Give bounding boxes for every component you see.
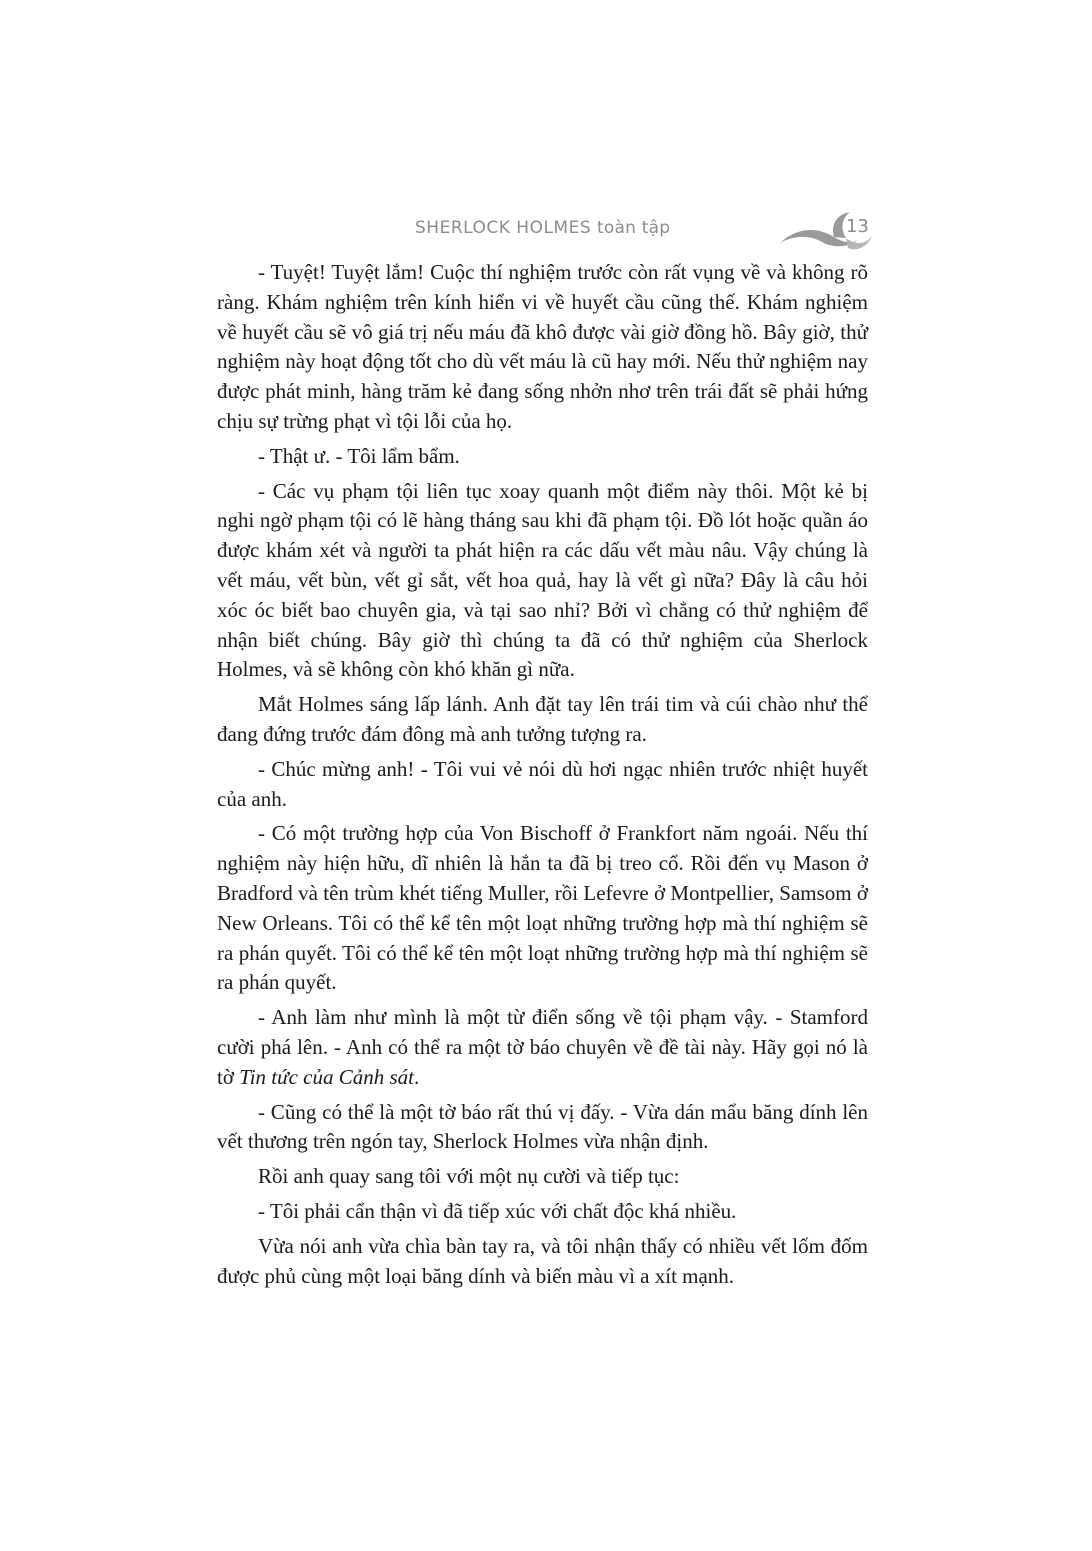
paragraph: - Chúc mừng anh! - Tôi vui vẻ nói dù hơi ngạc nhiên trước nhiệt huyết của anh. (217, 756, 868, 811)
paragraph (217, 1003, 868, 1092)
running-title (415, 218, 670, 238)
newspaper-title: Tin tức của Cảnh sát (239, 1064, 415, 1089)
paragraph: Rồi anh quay sang tôi với một nụ cười và tiếp tục: (258, 1164, 680, 1189)
body-text (217, 258, 868, 1296)
page-number: 13 (846, 216, 869, 237)
paragraph: - Các vụ phạm tội liên tục xoay quanh một điểm này thôi. Một kẻ bị nghi ngờ phạm tội có lẽ hàng tháng sau khi đã phạm tội. Đồ lót hoặc quần áo được khám xét và người ta phát hiện ra các dấu vết màu nâu. Vậy chúng là vết máu, vết bùn, vết gỉ sắt, vết hoa quả, hay là vết gì nữa? Đây là câu hỏi xóc óc biết bao chuyên gia, và tại sao nhỉ? Bởi vì chẳng có thử nghiệm để nhận biết chúng. Bây giờ thì chúng ta đã có thử nghiệm của Sherlock Holmes, và sẽ không còn khó khăn gì nữa. (217, 478, 868, 682)
paragraph-end: . (414, 1064, 420, 1089)
paragraph: - Thật ư. - Tôi lẩm bẩm. (258, 443, 460, 468)
paragraph: Vừa nói anh vừa chìa bàn tay ra, và tôi nhận thấy có nhiều vết lốm đốm được phủ cùng một loại băng dính và biến màu vì a xít mạnh. (217, 1233, 868, 1288)
page-header (0, 208, 1092, 258)
paragraph: Mắt Holmes sáng lấp lánh. Anh đặt tay lên trái tim và cúi chào như thể đang đứng trước đám đông mà anh tưởng tượng ra. (217, 692, 868, 746)
running-title-sub: toàn tập (597, 218, 671, 238)
paragraph-text: - Anh làm như mình là một từ điển sống về tội phạm vậy. - Stamford cười phá lên. - Anh có thể ra một tờ báo chuyên về đề tài này. Hãy gọi nó là tờ (217, 1005, 868, 1089)
paragraph: - Cũng có thể là một tờ báo rất thú vị đấy. - Vừa dán mẩu băng dính lên vết thương trên ngón tay, Sherlock Holmes vừa nhận định. (217, 1099, 868, 1154)
running-title-main: SHERLOCK HOLMES (415, 218, 592, 238)
paragraph: - Tôi phải cẩn thận vì đã tiếp xúc với chất độc khá nhiều. (258, 1198, 737, 1223)
paragraph: - Tuyệt! Tuyệt lắm! Cuộc thí nghiệm trước còn rất vụng về và không rõ ràng. Khám nghiệm trên kính hiển vi về huyết cầu cũng thế. Khám nghiệm về huyết cầu sẽ vô giá trị nếu máu đã khô được vài giờ đồng hồ. Bây giờ, thử nghiệm này hoạt động tốt cho dù vết máu là cũ hay mới. Nếu thử nghiệm nay được phát minh, hàng trăm kẻ đang sống nhởn nhơ trên trái đất sẽ phải hứng chịu sự trừng phạt vì tội lỗi của họ. (217, 260, 868, 433)
paragraph: - Có một trường hợp của Von Bischoff ở Frankfort năm ngoái. Nếu thí nghiệm này hiện hữu, dĩ nhiên là hắn ta đã bị treo cổ. Rồi đến vụ Mason ở Bradford và tên trùm khét tiếng Muller, rồi Lefevre ở Montpellier, Samsom ở New Orleans. Tôi có thể kể tên một loạt những trường hợp mà thí nghiệm sẽ ra phán quyết. Tôi có thể kể tên một loạt những trường hợp mà thí nghiệm sẽ ra phán quyết. (217, 821, 868, 995)
